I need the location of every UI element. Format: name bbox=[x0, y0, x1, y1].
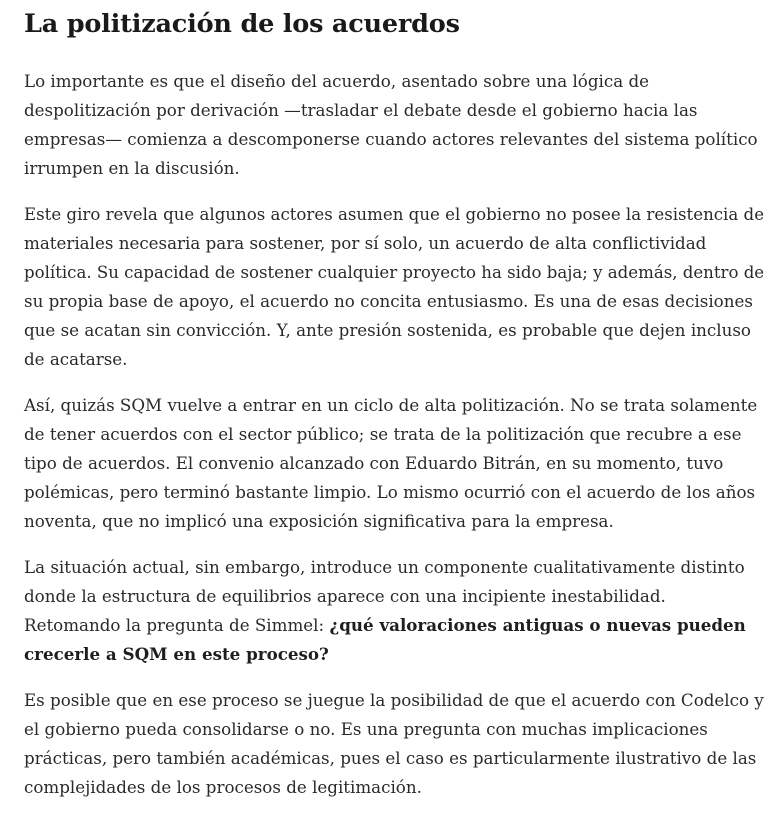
paragraph-1 bbox=[24, 67, 759, 183]
paragraph-5 bbox=[24, 686, 764, 802]
text-line: que se acatan sin convicción. Y, ante presión sostenida, es probable que dejen incluso bbox=[24, 320, 751, 340]
section-title: La politización de los acuerdos bbox=[24, 9, 460, 39]
paragraph-3 bbox=[24, 391, 759, 536]
text-line: de tener acuerdos con el sector público; se trata de la politización que recubre a ese bbox=[24, 424, 742, 444]
text-line: Es posible que en ese proceso se juegue la posibilidad de que el acuerdo con Codelco y bbox=[24, 690, 764, 710]
text-line-mixed bbox=[24, 611, 759, 640]
text-line: el gobierno pueda consolidarse o no. Es una pregunta con muchas implicaciones bbox=[24, 719, 708, 739]
plain-text: Retomando la pregunta de Simmel: bbox=[24, 615, 330, 635]
text-line: La situación actual, sin embargo, introduce un componente cualitativamente distinto bbox=[24, 557, 745, 577]
text-line: noventa, que no implicó una exposición significativa para la empresa. bbox=[24, 511, 614, 531]
bold-question: ¿qué valoraciones antiguas o nuevas pueden bbox=[329, 615, 746, 635]
text-line: donde la estructura de equilibrios aparece con una incipiente inestabilidad. bbox=[24, 586, 666, 606]
text-line: irrumpen en la discusión. bbox=[24, 158, 240, 178]
text-line: de acatarse. bbox=[24, 349, 128, 369]
paragraph-4 bbox=[24, 553, 759, 669]
text-line: materiales necesaria para sostener, por sí solo, un acuerdo de alta conflictividad bbox=[24, 233, 707, 253]
article bbox=[24, 6, 765, 819]
text-line: Este giro revela que algunos actores asumen que el gobierno no posee la resistencia de bbox=[24, 205, 765, 224]
text-line: tipo de acuerdos. El convenio alcanzado con Eduardo Bitrán, en su momento, tuvo bbox=[24, 453, 724, 473]
text-line: política. Su capacidad de sostener cualquier proyecto ha sido baja; y además, dentro de bbox=[24, 263, 765, 282]
paragraph-2 bbox=[24, 200, 765, 374]
text-line: empresas— comienza a descomponerse cuando actores relevantes del sistema político bbox=[24, 129, 758, 149]
text-line: complejidades de los procesos de legitimación. bbox=[24, 777, 422, 797]
text-line: su propia base de apoyo, el acuerdo no concita entusiasmo. Es una de esas decisiones bbox=[24, 291, 753, 311]
bold-question-continued: crecerle a SQM en este proceso? bbox=[24, 644, 329, 664]
text-line: despolitización por derivación —trasladar el debate desde el gobierno hacia las bbox=[24, 100, 698, 120]
text-line: polémicas, pero terminó bastante limpio. Lo mismo ocurrió con el acuerdo de los años bbox=[24, 482, 756, 502]
text-line: prácticas, pero también académicas, pues el caso es particularmente ilustrativo de las bbox=[24, 748, 757, 768]
text-line: Lo importante es que el diseño del acuerdo, asentado sobre una lógica de bbox=[24, 71, 650, 91]
text-line: Así, quizás SQM vuelve a entrar en un ciclo de alta politización. No se trata solamente bbox=[24, 395, 758, 415]
